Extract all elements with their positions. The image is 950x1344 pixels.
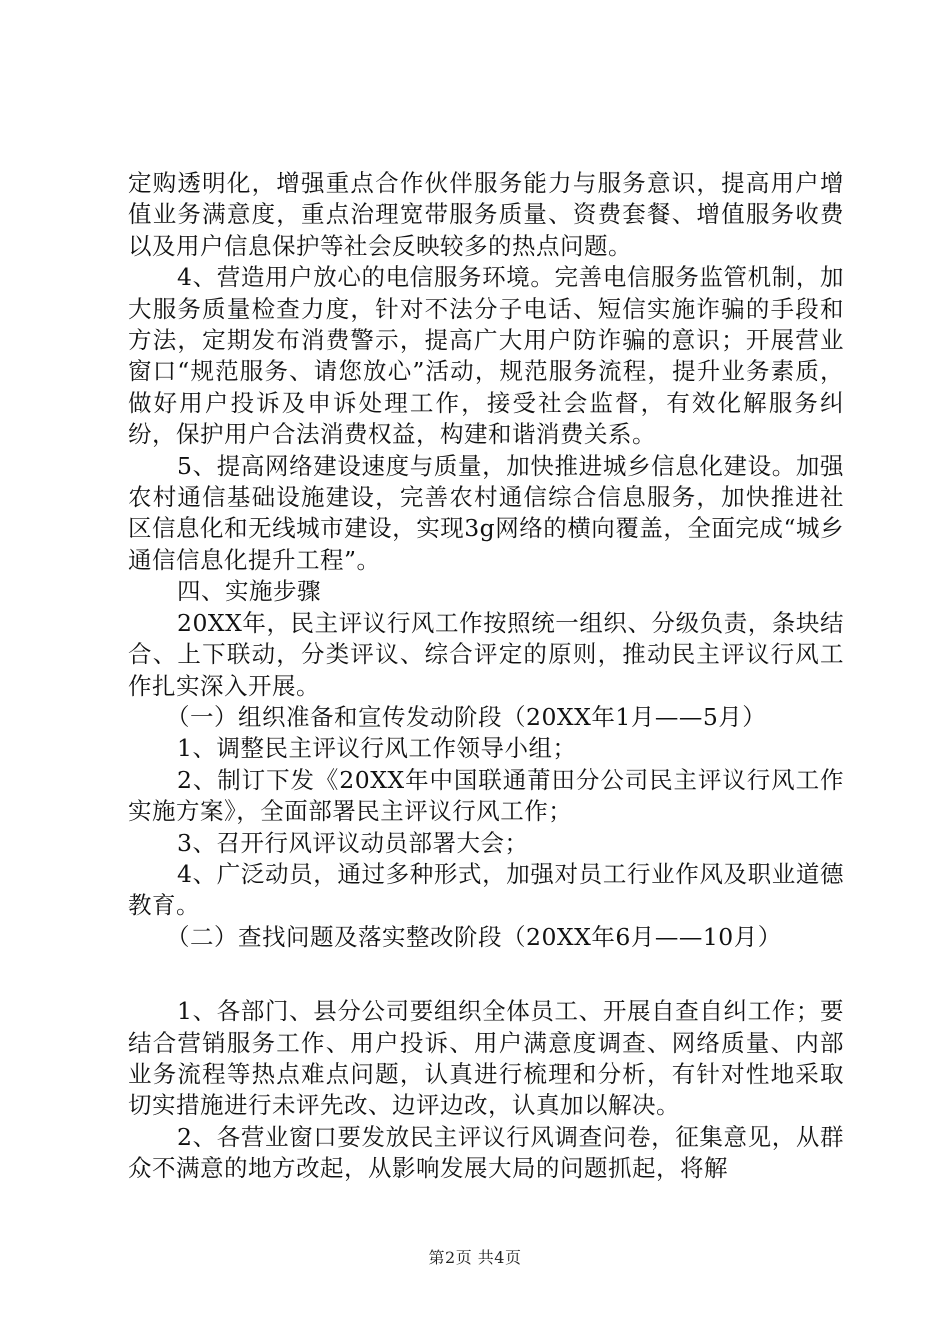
paragraph-item-5: 5、提高网络建设速度与质量，加快推进城乡信息化建设。加强农村通信基础设施建设，完善农村通信综合信息服务，加快推进社区信息化和无线城市建设，实现3g网络的横向覆盖，全面完成“城乡通信信息化提升工程”。 [128,451,844,574]
blank-line [128,953,844,996]
page-footer: 第2页 共4页 [428,1248,522,1267]
subheading-phase-2: （二）查找问题及落实整改阶段（20XX年6月——10月） [166,922,782,951]
paragraph-steps-intro: 20XX年，民主评议行风工作按照统一组织、分级负责，条块结合、上下联动，分类评议、综合评定的原则，推动民主评议行风工作扎实深入开展。 [128,608,844,700]
phase-2-item-1: 1、各部门、县分公司要组织全体员工、开展自查自纠工作；要结合营销服务工作、用户投诉、用户满意度调查、网络质量、内部业务流程等热点难点问题，认真进行梳理和分析，有针对性地采取切实措施进行未评先改、边评边改，认真加以解决。 [128,997,844,1120]
paragraph-continuation: 定购透明化，增强重点合作伙伴服务能力与服务意识，提高用户增值业务满意度，重点治理宽带服务质量、资费套餐、增值服务收费以及用户信息保护等社会反映较多的热点问题。 [128,169,844,260]
phase-1-item-2: 2、制订下发《20XX年中国联通莆田分公司民主评议行风工作实施方案》，全面部署民主评议行风工作； [128,765,844,826]
phase-1-item-4: 4、广泛动员，通过多种形式，加强对员工行业作风及职业道德教育。 [128,859,844,920]
document-body [128,168,844,1185]
section-heading-steps: 四、实施步骤 [177,577,321,606]
phase-2-item-2: 2、各营业窗口要发放民主评议行风调查问卷，征集意见，从群众不满意的地方改起，从影响发展大局的问题抓起，将解 [128,1122,844,1183]
paragraph-item-4: 4、营造用户放心的电信服务环境。完善电信服务监管机制，加大服务质量检查力度，针对不法分子电话、短信实施诈骗的手段和方法，定期发布消费警示，提高广大用户防诈骗的意识；开展营业窗口“规范服务、请您放心”活动，规范服务流程，提升业务素质，做好用户投诉及申诉处理工作，接受社会监督，有效化解服务纠纷，保护用户合法消费权益，构建和谐消费关系。 [128,263,844,449]
phase-1-item-1: 1、调整民主评议行风工作领导小组； [177,734,577,763]
subheading-phase-1: （一）组织准备和宣传发动阶段（20XX年1月——5月） [166,702,767,731]
phase-1-item-3: 3、召开行风评议动员部署大会； [177,828,529,857]
